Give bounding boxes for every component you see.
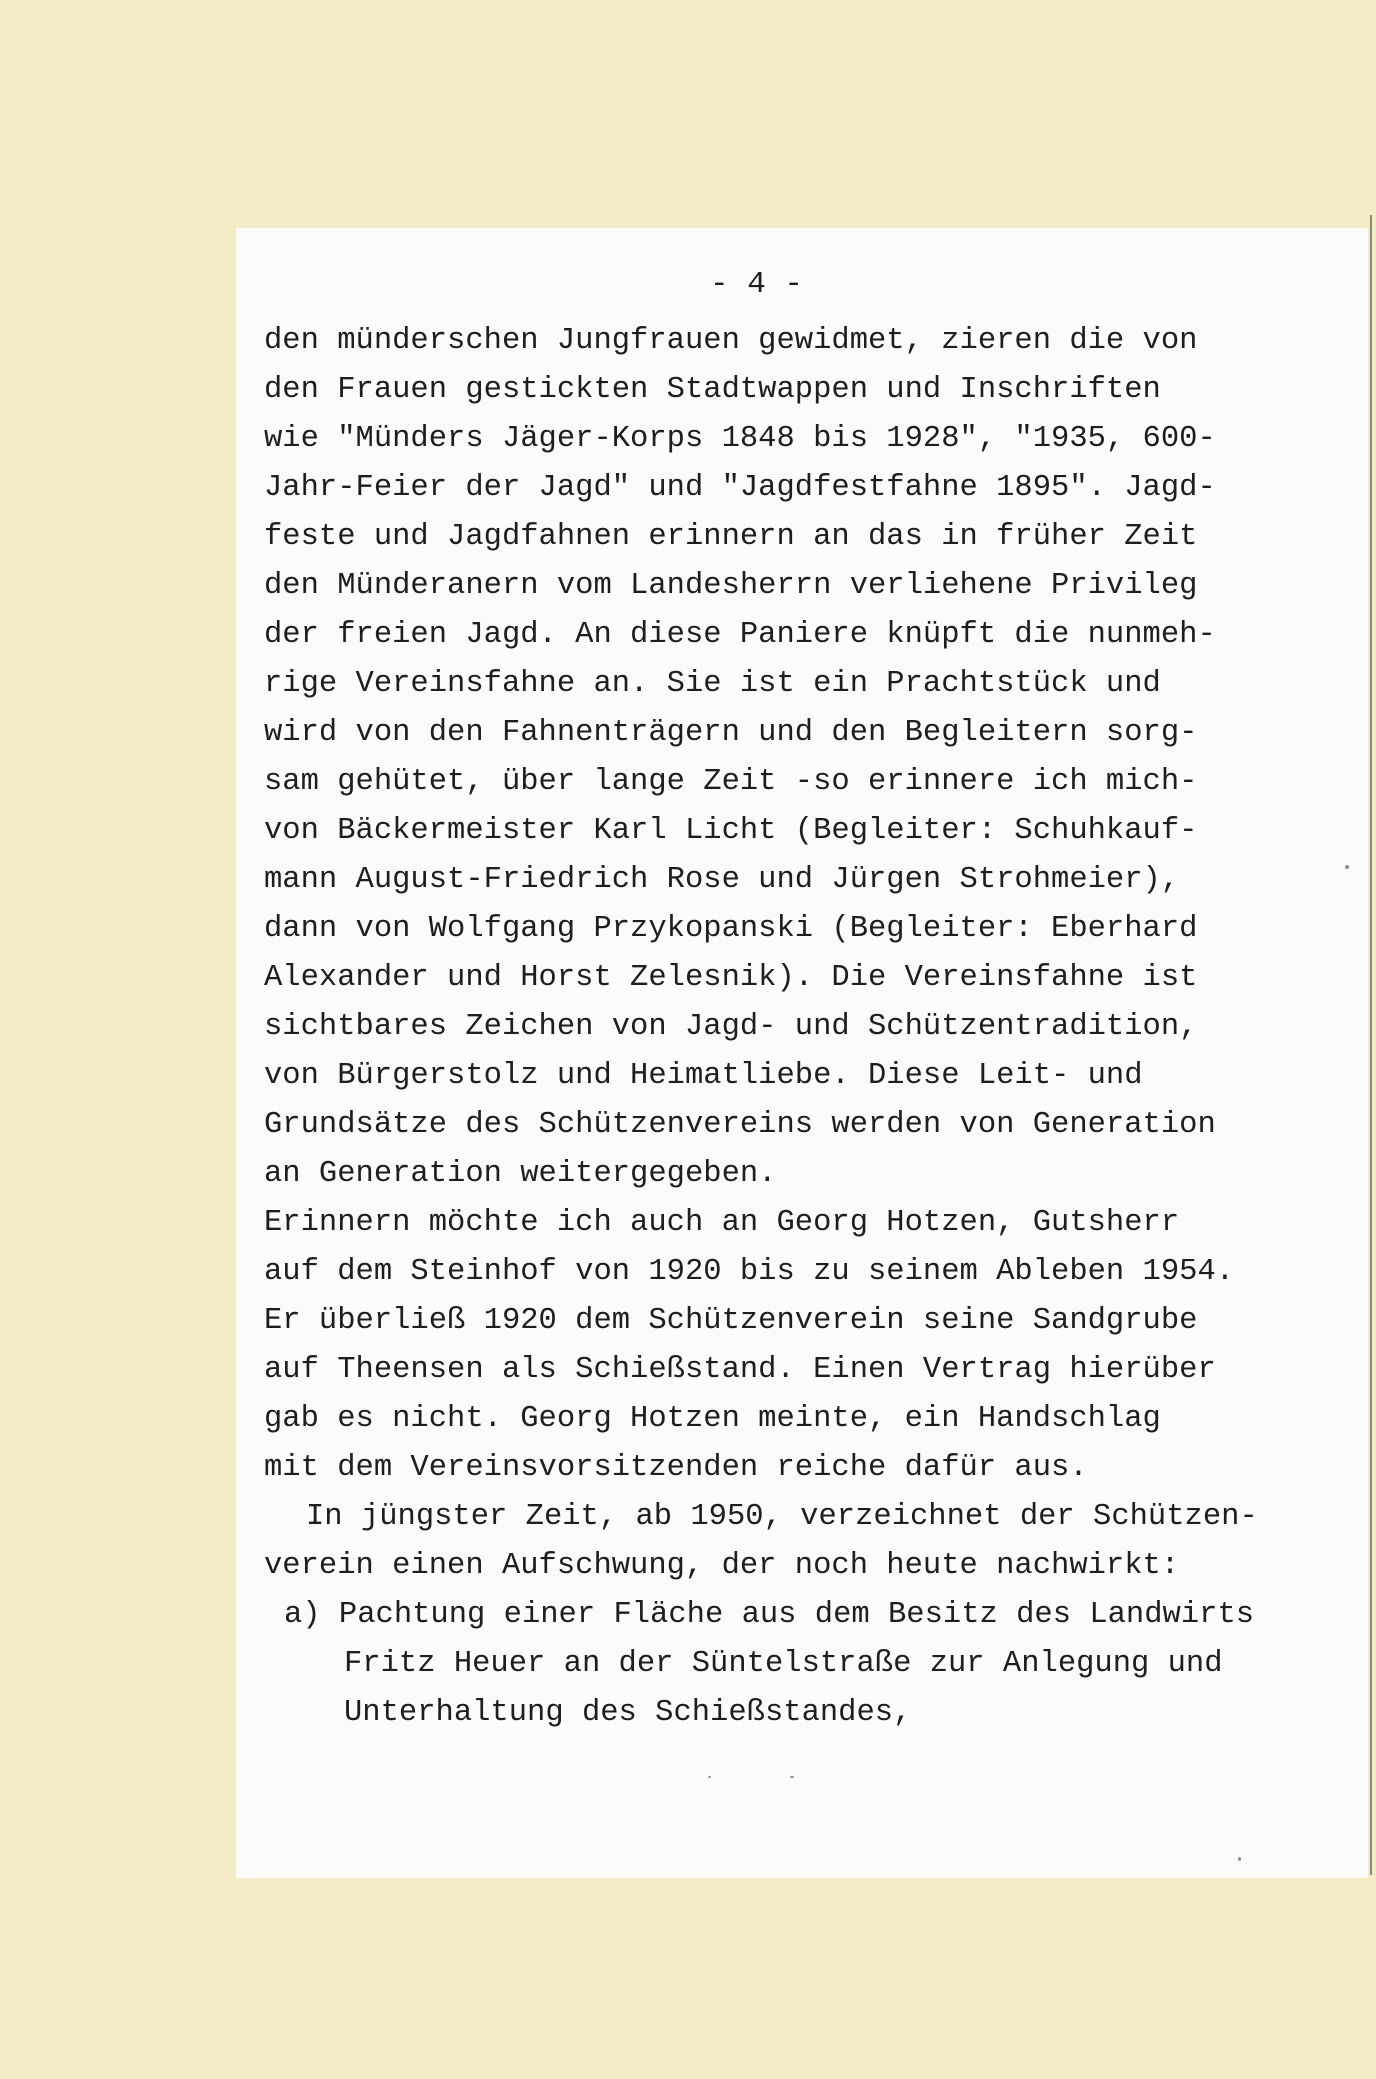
text-line: sichtbares Zeichen von Jagd- und Schützentradition,: [264, 1010, 1198, 1044]
body-text: [264, 317, 1344, 1738]
text-line: wie "Münders Jäger-Korps 1848 bis 1928", "1935, 600-: [264, 422, 1216, 456]
text-line: wird von den Fahnenträgern und den Begleitern sorg-: [264, 716, 1198, 750]
list-item-continuation: Unterhaltung des Schießstandes,: [344, 1696, 912, 1730]
text-line: dann von Wolfgang Przykopanski (Begleiter: Eberhard: [264, 912, 1198, 946]
text-line: gab es nicht. Georg Hotzen meinte, ein Handschlag: [264, 1402, 1161, 1436]
scan-speck: [1238, 1857, 1241, 1861]
list-item-continuation: Fritz Heuer an der Süntelstraße zur Anlegung und: [344, 1647, 1223, 1681]
text-line: rige Vereinsfahne an. Sie ist ein Prachtstück und: [264, 667, 1161, 701]
text-line: der freien Jagd. An diese Paniere knüpft die nunmeh-: [264, 618, 1216, 652]
scan-speck: [708, 1776, 711, 1778]
list-item-a: a) Pachtung einer Fläche aus dem Besitz des Landwirts: [284, 1598, 1255, 1632]
text-line: sam gehütet, über lange Zeit -so erinnere ich mich-: [264, 765, 1198, 799]
text-line: verein einen Aufschwung, der noch heute nachwirkt:: [264, 1549, 1180, 1583]
text-line: auf Theensen als Schießstand. Einen Vertrag hierüber: [264, 1353, 1216, 1387]
text-line: von Bürgerstolz und Heimatliebe. Diese Leit- und: [264, 1059, 1143, 1093]
page-number: - 4 -: [710, 267, 804, 302]
text-line: In jüngster Zeit, ab 1950, verzeichnet der Schützen-: [306, 1500, 1258, 1534]
scan-speck: [1345, 865, 1349, 869]
text-line: Jahr-Feier der Jagd" und "Jagdfestfahne 1895". Jagd-: [264, 471, 1216, 505]
text-line: Erinnern möchte ich auch an Georg Hotzen, Gutsherr: [264, 1206, 1180, 1240]
text-line: den Münderanern vom Landesherrn verliehene Privileg: [264, 569, 1198, 603]
text-line: mann August-Friedrich Rose und Jürgen Strohmeier),: [264, 863, 1180, 897]
scan-speck: [790, 1776, 794, 1778]
text-line: Er überließ 1920 dem Schützenverein seine Sandgrube: [264, 1304, 1198, 1338]
text-line: Grundsätze des Schützenvereins werden von Generation: [264, 1108, 1216, 1142]
text-line: feste und Jagdfahnen erinnern an das in früher Zeit: [264, 520, 1198, 554]
text-line: an Generation weitergegeben.: [264, 1157, 777, 1191]
text-line: von Bäckermeister Karl Licht (Begleiter: Schuhkauf-: [264, 814, 1198, 848]
text-line: den münderschen Jungfrauen gewidmet, zieren die von: [264, 324, 1198, 358]
text-line: auf dem Steinhof von 1920 bis zu seinem Ableben 1954.: [264, 1255, 1235, 1289]
text-line: den Frauen gestickten Stadtwappen und Inschriften: [264, 373, 1161, 407]
sheet-edge: [1370, 215, 1372, 1875]
text-line: mit dem Vereinsvorsitzenden reiche dafür aus.: [264, 1451, 1088, 1485]
text-line: Alexander und Horst Zelesnik). Die Vereinsfahne ist: [264, 961, 1198, 995]
